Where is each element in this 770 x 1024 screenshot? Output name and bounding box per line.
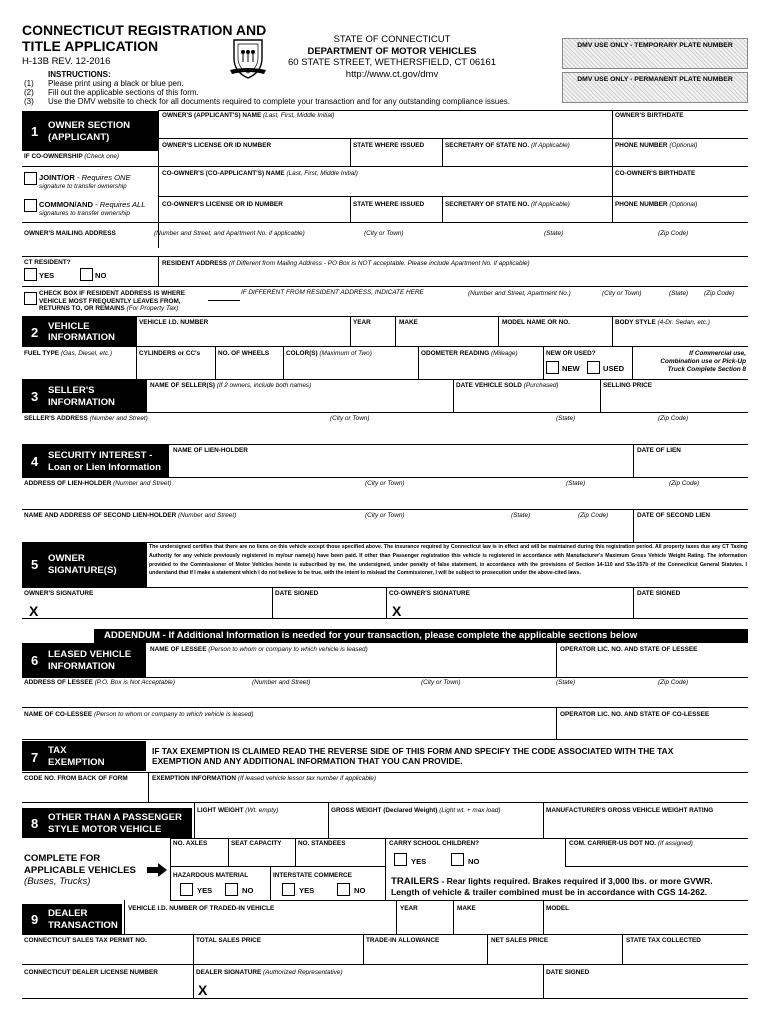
wheels-field[interactable]: NO. OF WHEELS	[218, 350, 270, 357]
lessee-name-field[interactable]: NAME OF LESSEE (Person to whom or company to which vehicle is leased)	[150, 646, 368, 653]
form-title: CONNECTICUT REGISTRATION AND TITLE APPLICATION	[22, 22, 267, 54]
ct-resident-yes-checkbox[interactable]	[24, 268, 37, 281]
lien-date-field[interactable]: DATE OF LIEN	[637, 447, 681, 454]
property-tax-address-checkbox[interactable]	[24, 292, 37, 305]
seller-address-field[interactable]: SELLER'S ADDRESS (Number and Street)	[24, 415, 148, 422]
resident-address-field[interactable]: RESIDENT ADDRESS (If Different from Mailing Address - PO Box is NOT acceptable. Please include Apartment No. if applicable)	[162, 260, 530, 267]
coowner-name-field[interactable]: CO-OWNER'S (CO-APPLICANT'S) NAME (Last, First, Middle Initial)	[162, 170, 358, 177]
ct-resident-label: CT RESIDENT?	[24, 259, 71, 266]
trade-in-allowance-field[interactable]: TRADE-IN ALLOWANCE	[366, 937, 440, 944]
section-9-header: 9 DEALER TRANSACTION	[22, 904, 122, 934]
traded-make-field[interactable]: MAKE	[457, 905, 476, 912]
arrow-right-icon	[147, 863, 167, 877]
owner-signature-field[interactable]: OWNER'S SIGNATURE	[24, 590, 94, 597]
owner-date-signed-field[interactable]: DATE SIGNED	[275, 590, 319, 597]
owner-phone-field[interactable]: PHONE NUMBER (Optional)	[615, 142, 698, 149]
seat-capacity-field[interactable]: SEAT CAPACITY	[231, 840, 282, 847]
form-number: H-13B REV. 12-2016	[22, 56, 111, 67]
addendum-banner: ADDENDUM - If Additional Information is needed for your transaction, please complete the applicable sections below	[94, 629, 748, 643]
state-seal-icon	[226, 36, 270, 80]
net-sales-price-field[interactable]: NET SALES PRICE	[491, 937, 549, 944]
lessee-operator-license-field[interactable]: OPERATOR LIC. NO. AND STATE OF LESSEE	[560, 646, 698, 653]
hazmat-yes-checkbox[interactable]	[180, 883, 193, 896]
coowner-phone-field[interactable]: PHONE NUMBER (Optional)	[615, 201, 698, 208]
cylinders-field[interactable]: CYLINDERS or CC's	[139, 350, 201, 357]
trailers-note: TRAILERS - Rear lights required. Brakes required if 3,000 lbs. or more GVWR. Length of vehicle & trailer combined must be in accordance with CGS 14-262.	[391, 876, 713, 897]
traded-model-field[interactable]: MODEL	[546, 905, 570, 912]
interstate-yes-checkbox[interactable]	[282, 883, 295, 896]
seller-name-field[interactable]: NAME OF SELLER(S) (If 2 owners, include both names)	[150, 382, 312, 389]
date-sold-field[interactable]: DATE VEHICLE SOLD (Purchased)	[456, 382, 559, 389]
ct-resident-no-checkbox[interactable]	[80, 268, 93, 281]
instruction-item: (3) Use the DMV website to check for all documents required to complete your transaction and for any outstanding compliance issues.	[24, 97, 511, 106]
tax-exemption-notice: IF TAX EXEMPTION IS CLAIMED READ THE REVERSE SIDE OF THIS FORM AND SPECIFY THE CODE ASSOCIATED WITH THE TAX EXEMPTION AND ANY ADDITIONAL INFORMATION THAT YOU CAN PROVIDE.	[152, 746, 674, 766]
coowner-state-issued[interactable]: STATE WHERE ISSUED	[353, 201, 425, 208]
coowner-birthdate-field[interactable]: CO-OWNER'S BIRTHDATE	[615, 170, 696, 177]
section-7-header: 7 TAX EXEMPTION	[22, 741, 146, 771]
instruction-item: (1) Please print using a black or blue pen.	[24, 79, 184, 88]
traded-vin-field[interactable]: VEHICLE I.D. NUMBER OF TRADED-IN VEHICLE	[128, 905, 275, 912]
owner-name-field[interactable]: OWNER'S (APPLICANT'S) NAME (Last, First, Middle Initial)	[162, 112, 335, 119]
instruction-item: (2) Fill out the applicable sections of this form.	[24, 88, 199, 97]
dealer-date-signed-field[interactable]: DATE SIGNED	[546, 969, 590, 976]
section-6-header: 6 LEASED VEHICLE INFORMATION	[22, 643, 146, 677]
second-lien-date-field[interactable]: DATE OF SECOND LIEN	[637, 512, 711, 519]
tax-code-field[interactable]: CODE NO. FROM BACK OF FORM	[24, 775, 128, 782]
standees-field[interactable]: NO. STANDEES	[298, 840, 346, 847]
section-2-header: 2 VEHICLE INFORMATION	[22, 317, 136, 346]
exemption-info-field[interactable]: EXEMPTION INFORMATION (If leased vehicle lessor tax number if applicable)	[152, 775, 376, 782]
body-style-field[interactable]: BODY STYLE (4-Dr. Sedan, etc.)	[615, 319, 710, 326]
section-4-header: 4 SECURITY INTEREST - Loan or Lien Information	[22, 445, 168, 477]
mfr-gvwr-field[interactable]: MANUFACTURER'S GROSS VEHICLE WEIGHT RATING	[546, 807, 714, 814]
traded-year-field[interactable]: YEAR	[400, 905, 418, 912]
if-coownership-label: IF CO-OWNERSHIP (Check one)	[24, 153, 120, 160]
interstate-no-checkbox[interactable]	[337, 883, 350, 896]
instructions-list	[24, 79, 510, 106]
vehicle-year-field[interactable]: YEAR	[353, 319, 371, 326]
owner-secretary-state-no[interactable]: SECRETARY OF STATE NO. (If Applicable)	[445, 142, 570, 149]
complete-for-vehicles-note: COMPLETE FOR APPLICABLE VEHICLES (Buses, Trucks)	[24, 853, 136, 887]
fuel-type-field[interactable]: FUEL TYPE (Gas, Diesel, etc.)	[24, 350, 112, 357]
gross-weight-field[interactable]: GROSS WEIGHT (Declared Weight) (Light wt. + max load)	[331, 807, 501, 814]
section-1-header: 1 OWNER SECTION (APPLICANT)	[22, 111, 158, 151]
dealer-license-field[interactable]: CONNECTICUT DEALER LICENSE NUMBER	[24, 969, 158, 976]
coowner-secretary-state-no[interactable]: SECRETARY OF STATE NO. (If Applicable)	[445, 201, 570, 208]
department-header: STATE OF CONNECTICUT DEPARTMENT OF MOTOR VEHICLES 60 STATE STREET, WETHERSFIELD, CT 06161 http://www.ct.gov/dmv	[287, 34, 496, 80]
owner-state-issued[interactable]: STATE WHERE ISSUED	[353, 142, 425, 149]
school-children-label: CARRY SCHOOL CHILDREN?	[389, 840, 480, 847]
certification-text: The undersigned certifies that there are no liens on this vehicle except those specified above. The insurance required by Connecticut law is in effect and will be maintained during this registration period. All property taxes due any CT Taxing Authority for any vehicle previously registered in my/our name(s) have been paid. If other than Passenger registration this vehicle is registered in accordance with Manufacturer's Maximum Gross Vehicle Weight Rating. The information provided to the Commissioner of Motor Vehicles herein is subscribed by me, the undersigned, under penalty of false statement, in accordance with the provisions of Section 14-110 and 53a-157b of the Connecticut General Statutes. I understand that if I make a statement which I do not believe to be true, with the intent to mislead the Commissioner, I will be subject to prosecution under the above-cited laws.	[149, 544, 747, 577]
coowner-date-signed-field[interactable]: DATE SIGNED	[637, 590, 681, 597]
total-sales-price-field[interactable]: TOTAL SALES PRICE	[196, 937, 261, 944]
instructions-heading: INSTRUCTIONS:	[48, 70, 111, 79]
selling-price-field[interactable]: SELLING PRICE	[603, 382, 653, 389]
new-checkbox[interactable]	[546, 361, 559, 374]
colessee-operator-license-field[interactable]: OPERATOR LIC. NO. AND STATE OF CO-LESSEE	[560, 711, 710, 718]
joint-or-checkbox[interactable]	[24, 172, 37, 185]
mailing-address-field[interactable]: OWNER'S MAILING ADDRESS	[24, 230, 116, 237]
owner-birthdate-field[interactable]: OWNER'S BIRTHDATE	[615, 112, 684, 119]
used-checkbox[interactable]	[587, 361, 600, 374]
dmv-temporary-plate: DMV USE ONLY - TEMPORARY PLATE NUMBER	[562, 38, 748, 69]
section-5-header: 5 OWNER SIGNATURE(S)	[22, 543, 146, 587]
school-no-checkbox[interactable]	[451, 853, 464, 866]
lienholder-name-field[interactable]: NAME OF LIEN-HOLDER	[173, 447, 248, 454]
state-tax-collected-field[interactable]: STATE TAX COLLECTED	[626, 937, 701, 944]
vehicle-model-field[interactable]: MODEL NAME OR NO.	[502, 319, 571, 326]
lessee-address-field[interactable]: ADDRESS OF LESSEE (P.O. Box is Not Acceptable)	[24, 679, 175, 686]
common-and-checkbox[interactable]	[24, 199, 37, 212]
section-8-header: 8 OTHER THAN A PASSENGER STYLE MOTOR VEHICLE	[22, 808, 192, 838]
school-yes-checkbox[interactable]	[394, 853, 407, 866]
axles-field[interactable]: NO. AXLES	[173, 840, 208, 847]
colors-field[interactable]: COLOR(S) (Maximum of Two)	[286, 350, 372, 357]
section-3-header: 3 SELLER'S INFORMATION	[22, 380, 146, 412]
hazmat-no-checkbox[interactable]	[225, 883, 238, 896]
new-or-used-label: NEW OR USED?	[546, 350, 596, 357]
dealer-signature-field[interactable]: DEALER SIGNATURE (Authorized Representative)	[196, 969, 343, 976]
carrier-dot-field[interactable]: COM. CARRIER-US DOT NO. (If assigned)	[569, 840, 693, 847]
coowner-signature-field[interactable]: CO-OWNER'S SIGNATURE	[389, 590, 470, 597]
dmv-permanent-plate: DMV USE ONLY - PERMANENT PLATE NUMBER	[562, 72, 748, 103]
interstate-label: INTERSTATE COMMERCE	[273, 872, 352, 879]
second-lienholder-field[interactable]: NAME AND ADDRESS OF SECOND LIEN-HOLDER (Number and Street)	[24, 512, 237, 519]
hazmat-label: HAZARDOUS MATERIAL	[173, 872, 249, 879]
sales-tax-permit-field[interactable]: CONNECTICUT SALES TAX PERMIT NO.	[24, 937, 147, 944]
vehicle-make-field[interactable]: MAKE	[399, 319, 418, 326]
light-weight-field[interactable]: LIGHT WEIGHT (Wt. empty)	[197, 807, 279, 814]
lienholder-address-field[interactable]: ADDRESS OF LIEN-HOLDER (Number and Street)	[24, 480, 172, 487]
odometer-field[interactable]: ODOMETER READING (Mileage)	[421, 350, 518, 357]
property-tax-address-label: CHECK BOX IF RESIDENT ADDRESS IS WHERE VEHICLE MOST FREQUENTLY LEAVES FROM, RETURNS TO, OR REMAINS (For Property Tax)	[39, 290, 186, 313]
common-and-label: COMMON/AND - Requires ALL	[39, 200, 146, 209]
joint-or-label: JOINT/OR - Requires ONE	[39, 173, 131, 182]
owner-license-field[interactable]: OWNER'S LICENSE OR ID NUMBER	[162, 142, 272, 149]
vin-field[interactable]: VEHICLE I.D. NUMBER	[139, 319, 209, 326]
coowner-license-field[interactable]: CO-OWNER'S LICENSE OR ID NUMBER	[162, 201, 283, 208]
colessee-name-field[interactable]: NAME OF CO-LESSEE (Person to whom or company to which vehicle is leased)	[24, 711, 254, 718]
commercial-note: If Commercial use, Combination use or Pick-Up Truck Complete Section 8	[660, 350, 746, 373]
